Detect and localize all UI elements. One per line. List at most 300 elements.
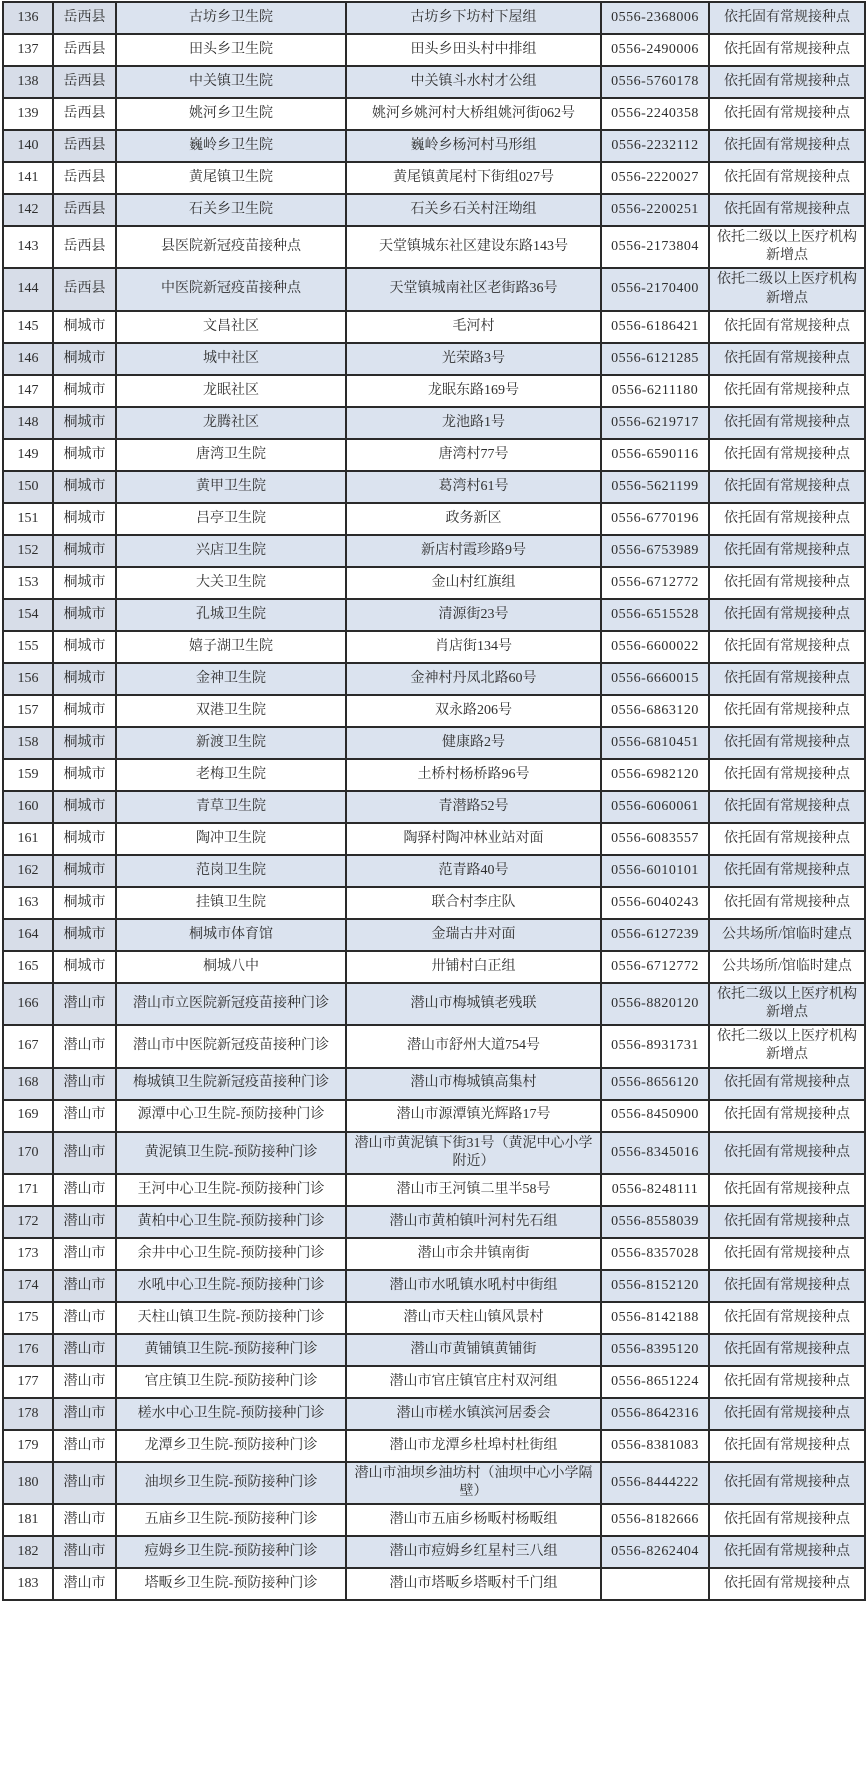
phone-cell: 0556-5621199 (601, 471, 709, 503)
phone-cell: 0556-6753989 (601, 535, 709, 567)
phone-cell: 0556-8345016 (601, 1132, 709, 1174)
row-number-cell: 151 (3, 503, 53, 535)
phone-cell: 0556-6982120 (601, 759, 709, 791)
county-cell: 潜山市 (53, 1025, 116, 1067)
row-number-cell: 172 (3, 1206, 53, 1238)
table-row (3, 1536, 865, 1568)
site-name-cell: 文昌社区 (116, 311, 346, 343)
site-name-cell: 古坊乡卫生院 (116, 2, 346, 34)
site-type-cell: 依托固有常规接种点 (709, 1068, 865, 1100)
row-number-cell: 154 (3, 599, 53, 631)
table-row (3, 1238, 865, 1270)
site-type-cell: 依托固有常规接种点 (709, 663, 865, 695)
address-cell: 卅铺村白正组 (346, 951, 601, 983)
site-type-cell: 依托固有常规接种点 (709, 1398, 865, 1430)
table-row (3, 375, 865, 407)
row-number-cell: 164 (3, 919, 53, 951)
site-name-cell: 姚河乡卫生院 (116, 98, 346, 130)
site-name-cell: 桐城市体育馆 (116, 919, 346, 951)
address-cell: 石关乡石关村汪坳组 (346, 194, 601, 226)
phone-cell: 0556-6770196 (601, 503, 709, 535)
row-number-cell: 147 (3, 375, 53, 407)
county-cell: 桐城市 (53, 951, 116, 983)
address-cell: 天堂镇城东社区建设东路143号 (346, 226, 601, 268)
address-cell: 潜山市黄铺镇黄铺街 (346, 1334, 601, 1366)
table-row (3, 1206, 865, 1238)
county-cell: 桐城市 (53, 791, 116, 823)
row-number-cell: 143 (3, 226, 53, 268)
site-name-cell: 塔畈乡卫生院-预防接种门诊 (116, 1568, 346, 1600)
phone-cell: 0556-8395120 (601, 1334, 709, 1366)
table-row (3, 98, 865, 130)
table-row (3, 1430, 865, 1462)
site-name-cell: 巍岭乡卫生院 (116, 130, 346, 162)
phone-cell: 0556-2170400 (601, 268, 709, 310)
county-cell: 岳西县 (53, 268, 116, 310)
site-name-cell: 田头乡卫生院 (116, 34, 346, 66)
site-type-cell: 依托固有常规接种点 (709, 66, 865, 98)
county-cell: 桐城市 (53, 919, 116, 951)
site-type-cell: 依托固有常规接种点 (709, 1174, 865, 1206)
site-name-cell: 新渡卫生院 (116, 727, 346, 759)
address-cell: 巍岭乡杨河村马形组 (346, 130, 601, 162)
row-number-cell: 163 (3, 887, 53, 919)
phone-cell: 0556-2200251 (601, 194, 709, 226)
row-number-cell: 148 (3, 407, 53, 439)
site-name-cell: 中医院新冠疫苗接种点 (116, 268, 346, 310)
address-cell: 潜山市水吼镇水吼村中街组 (346, 1270, 601, 1302)
site-name-cell: 石关乡卫生院 (116, 194, 346, 226)
site-type-cell: 依托固有常规接种点 (709, 759, 865, 791)
address-cell: 黄尾镇黄尾村下街组027号 (346, 162, 601, 194)
county-cell: 桐城市 (53, 759, 116, 791)
site-type-cell: 依托固有常规接种点 (709, 375, 865, 407)
row-number-cell: 136 (3, 2, 53, 34)
table-row (3, 194, 865, 226)
row-number-cell: 168 (3, 1068, 53, 1100)
phone-cell: 0556-6712772 (601, 567, 709, 599)
vaccination-sites-table (2, 1, 866, 1601)
address-cell: 土桥村杨桥路96号 (346, 759, 601, 791)
site-type-cell: 依托固有常规接种点 (709, 1302, 865, 1334)
phone-cell: 0556-6515528 (601, 599, 709, 631)
county-cell: 岳西县 (53, 66, 116, 98)
site-name-cell: 黄甲卫生院 (116, 471, 346, 503)
row-number-cell: 157 (3, 695, 53, 727)
address-cell: 潜山市五庙乡杨畈村杨畈组 (346, 1504, 601, 1536)
phone-cell: 0556-8182666 (601, 1504, 709, 1536)
site-name-cell: 余井中心卫生院-预防接种门诊 (116, 1238, 346, 1270)
site-type-cell: 依托固有常规接种点 (709, 1100, 865, 1132)
phone-cell: 0556-8642316 (601, 1398, 709, 1430)
site-name-cell: 青草卫生院 (116, 791, 346, 823)
site-type-cell: 依托固有常规接种点 (709, 34, 865, 66)
site-name-cell: 龙眠社区 (116, 375, 346, 407)
phone-cell: 0556-8152120 (601, 1270, 709, 1302)
table-row (3, 1025, 865, 1067)
phone-cell: 0556-6660015 (601, 663, 709, 695)
site-type-cell: 依托二级以上医疗机构新增点 (709, 268, 865, 310)
site-name-cell: 龙潭乡卫生院-预防接种门诊 (116, 1430, 346, 1462)
address-cell: 古坊乡下坊村下屋组 (346, 2, 601, 34)
row-number-cell: 180 (3, 1462, 53, 1504)
phone-cell: 0556-6083557 (601, 823, 709, 855)
site-type-cell: 依托固有常规接种点 (709, 98, 865, 130)
table-row (3, 130, 865, 162)
site-type-cell: 依托固有常规接种点 (709, 1462, 865, 1504)
phone-cell: 0556-6590116 (601, 439, 709, 471)
table-row (3, 791, 865, 823)
address-cell: 龙池路1号 (346, 407, 601, 439)
address-cell: 金瑞古井对面 (346, 919, 601, 951)
address-cell: 清源街23号 (346, 599, 601, 631)
address-cell: 潜山市官庄镇官庄村双河组 (346, 1366, 601, 1398)
county-cell: 潜山市 (53, 1430, 116, 1462)
site-name-cell: 唐湾卫生院 (116, 439, 346, 471)
table-row (3, 1504, 865, 1536)
site-type-cell: 依托固有常规接种点 (709, 1270, 865, 1302)
site-name-cell: 中关镇卫生院 (116, 66, 346, 98)
address-cell: 潜山市痘姆乡红星村三八组 (346, 1536, 601, 1568)
address-cell: 葛湾村61号 (346, 471, 601, 503)
phone-cell: 0556-6040243 (601, 887, 709, 919)
phone-cell: 0556-6121285 (601, 343, 709, 375)
county-cell: 潜山市 (53, 1238, 116, 1270)
table-row (3, 226, 865, 268)
site-name-cell: 桐城八中 (116, 951, 346, 983)
table-row (3, 407, 865, 439)
table-row (3, 919, 865, 951)
row-number-cell: 149 (3, 439, 53, 471)
address-cell: 联合村李庄队 (346, 887, 601, 919)
county-cell: 桐城市 (53, 375, 116, 407)
site-type-cell: 依托固有常规接种点 (709, 1206, 865, 1238)
address-cell: 潜山市槎水镇滨河居委会 (346, 1398, 601, 1430)
phone-cell: 0556-6600022 (601, 631, 709, 663)
table-row (3, 268, 865, 310)
table-row (3, 695, 865, 727)
address-cell: 潜山市王河镇二里半58号 (346, 1174, 601, 1206)
site-name-cell: 天柱山镇卫生院-预防接种门诊 (116, 1302, 346, 1334)
site-name-cell: 痘姆乡卫生院-预防接种门诊 (116, 1536, 346, 1568)
row-number-cell: 138 (3, 66, 53, 98)
site-name-cell: 黄柏中心卫生院-预防接种门诊 (116, 1206, 346, 1238)
table-row (3, 343, 865, 375)
row-number-cell: 171 (3, 1174, 53, 1206)
row-number-cell: 178 (3, 1398, 53, 1430)
table-row (3, 535, 865, 567)
county-cell: 潜山市 (53, 1398, 116, 1430)
county-cell: 桐城市 (53, 503, 116, 535)
site-type-cell: 依托固有常规接种点 (709, 823, 865, 855)
site-type-cell: 依托固有常规接种点 (709, 162, 865, 194)
row-number-cell: 146 (3, 343, 53, 375)
phone-cell: 0556-8381083 (601, 1430, 709, 1462)
row-number-cell: 153 (3, 567, 53, 599)
row-number-cell: 162 (3, 855, 53, 887)
row-number-cell: 165 (3, 951, 53, 983)
table-row (3, 1270, 865, 1302)
address-cell: 金神村丹凤北路60号 (346, 663, 601, 695)
row-number-cell: 173 (3, 1238, 53, 1270)
site-type-cell: 依托固有常规接种点 (709, 855, 865, 887)
phone-cell: 0556-6186421 (601, 311, 709, 343)
phone-cell: 0556-2240358 (601, 98, 709, 130)
phone-cell: 0556-2173804 (601, 226, 709, 268)
row-number-cell: 160 (3, 791, 53, 823)
row-number-cell: 155 (3, 631, 53, 663)
phone-cell: 0556-6219717 (601, 407, 709, 439)
site-name-cell: 黄泥镇卫生院-预防接种门诊 (116, 1132, 346, 1174)
county-cell: 桐城市 (53, 887, 116, 919)
site-type-cell: 依托二级以上医疗机构新增点 (709, 1025, 865, 1067)
row-number-cell: 158 (3, 727, 53, 759)
site-name-cell: 黄尾镇卫生院 (116, 162, 346, 194)
phone-cell: 0556-8820120 (601, 983, 709, 1025)
county-cell: 桐城市 (53, 407, 116, 439)
table-row (3, 2, 865, 34)
county-cell: 桐城市 (53, 727, 116, 759)
site-type-cell: 公共场所/馆临时建点 (709, 951, 865, 983)
address-cell: 健康路2号 (346, 727, 601, 759)
phone-cell: 0556-8262404 (601, 1536, 709, 1568)
site-type-cell: 公共场所/馆临时建点 (709, 919, 865, 951)
address-cell: 政务新区 (346, 503, 601, 535)
site-type-cell: 依托固有常规接种点 (709, 791, 865, 823)
table-row (3, 663, 865, 695)
county-cell: 桐城市 (53, 823, 116, 855)
row-number-cell: 177 (3, 1366, 53, 1398)
table-row (3, 567, 865, 599)
site-type-cell: 依托固有常规接种点 (709, 567, 865, 599)
table-row (3, 1132, 865, 1174)
address-cell: 潜山市源潭镇光辉路17号 (346, 1100, 601, 1132)
site-name-cell: 油坝乡卫生院-预防接种门诊 (116, 1462, 346, 1504)
phone-cell: 0556-2232112 (601, 130, 709, 162)
row-number-cell: 169 (3, 1100, 53, 1132)
county-cell: 桐城市 (53, 631, 116, 663)
site-type-cell: 依托固有常规接种点 (709, 1132, 865, 1174)
county-cell: 岳西县 (53, 226, 116, 268)
row-number-cell: 152 (3, 535, 53, 567)
phone-cell: 0556-8931731 (601, 1025, 709, 1067)
site-type-cell: 依托固有常规接种点 (709, 407, 865, 439)
county-cell: 桐城市 (53, 855, 116, 887)
site-name-cell: 梅城镇卫生院新冠疫苗接种门诊 (116, 1068, 346, 1100)
row-number-cell: 183 (3, 1568, 53, 1600)
row-number-cell: 159 (3, 759, 53, 791)
site-type-cell: 依托固有常规接种点 (709, 343, 865, 375)
county-cell: 潜山市 (53, 1270, 116, 1302)
county-cell: 潜山市 (53, 1334, 116, 1366)
phone-cell: 0556-8142188 (601, 1302, 709, 1334)
address-cell: 天堂镇城南社区老街路36号 (346, 268, 601, 310)
site-name-cell: 水吼中心卫生院-预防接种门诊 (116, 1270, 346, 1302)
site-name-cell: 官庄镇卫生院-预防接种门诊 (116, 1366, 346, 1398)
address-cell: 潜山市龙潭乡杜埠村杜街组 (346, 1430, 601, 1462)
table-row (3, 311, 865, 343)
phone-cell: 0556-2490006 (601, 34, 709, 66)
address-cell: 范青路40号 (346, 855, 601, 887)
county-cell: 岳西县 (53, 98, 116, 130)
table-row (3, 631, 865, 663)
phone-cell: 0556-6060061 (601, 791, 709, 823)
county-cell: 桐城市 (53, 343, 116, 375)
address-cell: 唐湾村77号 (346, 439, 601, 471)
site-type-cell: 依托固有常规接种点 (709, 695, 865, 727)
county-cell: 桐城市 (53, 663, 116, 695)
address-cell: 潜山市黄泥镇下街31号（黄泥中心小学附近） (346, 1132, 601, 1174)
address-cell: 新店村霞珍路9号 (346, 535, 601, 567)
county-cell: 桐城市 (53, 567, 116, 599)
row-number-cell: 150 (3, 471, 53, 503)
address-cell: 姚河乡姚河村大桥组姚河街062号 (346, 98, 601, 130)
site-type-cell: 依托固有常规接种点 (709, 1430, 865, 1462)
row-number-cell: 139 (3, 98, 53, 130)
site-name-cell: 潜山市立医院新冠疫苗接种门诊 (116, 983, 346, 1025)
table-row (3, 1068, 865, 1100)
site-type-cell: 依托二级以上医疗机构新增点 (709, 983, 865, 1025)
site-name-cell: 黄铺镇卫生院-预防接种门诊 (116, 1334, 346, 1366)
table-row (3, 1462, 865, 1504)
county-cell: 潜山市 (53, 983, 116, 1025)
table-row (3, 1366, 865, 1398)
table-row (3, 1174, 865, 1206)
site-name-cell: 潜山市中医院新冠疫苗接种门诊 (116, 1025, 346, 1067)
row-number-cell: 179 (3, 1430, 53, 1462)
table-row (3, 162, 865, 194)
table-row (3, 983, 865, 1025)
address-cell: 潜山市梅城镇老残联 (346, 983, 601, 1025)
row-number-cell: 166 (3, 983, 53, 1025)
address-cell: 青潜路52号 (346, 791, 601, 823)
site-type-cell: 依托固有常规接种点 (709, 535, 865, 567)
table-row (3, 1568, 865, 1600)
phone-cell: 0556-8444222 (601, 1462, 709, 1504)
site-type-cell: 依托固有常规接种点 (709, 599, 865, 631)
phone-cell: 0556-2220027 (601, 162, 709, 194)
county-cell: 岳西县 (53, 130, 116, 162)
address-cell: 毛河村 (346, 311, 601, 343)
county-cell: 潜山市 (53, 1302, 116, 1334)
site-type-cell: 依托固有常规接种点 (709, 194, 865, 226)
row-number-cell: 140 (3, 130, 53, 162)
address-cell: 潜山市油坝乡油坊村（油坝中心小学隔壁） (346, 1462, 601, 1504)
table-row (3, 1334, 865, 1366)
table-row (3, 1302, 865, 1334)
county-cell: 岳西县 (53, 34, 116, 66)
site-name-cell: 县医院新冠疫苗接种点 (116, 226, 346, 268)
site-type-cell: 依托固有常规接种点 (709, 631, 865, 663)
site-type-cell: 依托固有常规接种点 (709, 130, 865, 162)
county-cell: 潜山市 (53, 1174, 116, 1206)
address-cell: 肖店街134号 (346, 631, 601, 663)
county-cell: 潜山市 (53, 1568, 116, 1600)
phone-cell: 0556-8558039 (601, 1206, 709, 1238)
site-type-cell: 依托固有常规接种点 (709, 1366, 865, 1398)
table-row (3, 1100, 865, 1132)
site-name-cell: 老梅卫生院 (116, 759, 346, 791)
address-cell: 中关镇斗水村才公组 (346, 66, 601, 98)
county-cell: 桐城市 (53, 599, 116, 631)
site-type-cell: 依托固有常规接种点 (709, 1536, 865, 1568)
county-cell: 岳西县 (53, 162, 116, 194)
county-cell: 岳西县 (53, 194, 116, 226)
site-type-cell: 依托固有常规接种点 (709, 1568, 865, 1600)
row-number-cell: 144 (3, 268, 53, 310)
table-row (3, 503, 865, 535)
row-number-cell: 182 (3, 1536, 53, 1568)
site-name-cell: 兴店卫生院 (116, 535, 346, 567)
county-cell: 潜山市 (53, 1504, 116, 1536)
site-name-cell: 孔城卫生院 (116, 599, 346, 631)
site-name-cell: 挂镇卫生院 (116, 887, 346, 919)
phone-cell: 0556-6010101 (601, 855, 709, 887)
county-cell: 潜山市 (53, 1366, 116, 1398)
table-row (3, 887, 865, 919)
address-cell: 潜山市舒州大道754号 (346, 1025, 601, 1067)
county-cell: 桐城市 (53, 311, 116, 343)
site-name-cell: 五庙乡卫生院-预防接种门诊 (116, 1504, 346, 1536)
site-name-cell: 大关卫生院 (116, 567, 346, 599)
table-row (3, 951, 865, 983)
row-number-cell: 156 (3, 663, 53, 695)
phone-cell (601, 1568, 709, 1600)
address-cell: 金山村红旗组 (346, 567, 601, 599)
row-number-cell: 181 (3, 1504, 53, 1536)
row-number-cell: 167 (3, 1025, 53, 1067)
table-row (3, 855, 865, 887)
site-name-cell: 源潭中心卫生院-预防接种门诊 (116, 1100, 346, 1132)
phone-cell: 0556-8450900 (601, 1100, 709, 1132)
site-name-cell: 王河中心卫生院-预防接种门诊 (116, 1174, 346, 1206)
site-type-cell: 依托固有常规接种点 (709, 1238, 865, 1270)
site-type-cell: 依托固有常规接种点 (709, 311, 865, 343)
county-cell: 桐城市 (53, 439, 116, 471)
county-cell: 潜山市 (53, 1132, 116, 1174)
address-cell: 光荣路3号 (346, 343, 601, 375)
phone-cell: 0556-6863120 (601, 695, 709, 727)
vaccination-table-body (3, 2, 865, 1600)
phone-cell: 0556-2368006 (601, 2, 709, 34)
table-row (3, 471, 865, 503)
address-cell: 潜山市余井镇南街 (346, 1238, 601, 1270)
table-row (3, 1398, 865, 1430)
row-number-cell: 176 (3, 1334, 53, 1366)
site-type-cell: 依托固有常规接种点 (709, 1334, 865, 1366)
row-number-cell: 145 (3, 311, 53, 343)
site-type-cell: 依托固有常规接种点 (709, 439, 865, 471)
address-cell: 陶驿村陶冲林业站对面 (346, 823, 601, 855)
address-cell: 潜山市梅城镇高集村 (346, 1068, 601, 1100)
row-number-cell: 170 (3, 1132, 53, 1174)
county-cell: 潜山市 (53, 1068, 116, 1100)
address-cell: 田头乡田头村中排组 (346, 34, 601, 66)
phone-cell: 0556-8248111 (601, 1174, 709, 1206)
site-name-cell: 嬉子湖卫生院 (116, 631, 346, 663)
row-number-cell: 175 (3, 1302, 53, 1334)
site-name-cell: 城中社区 (116, 343, 346, 375)
table-row (3, 599, 865, 631)
address-cell: 潜山市天柱山镇风景村 (346, 1302, 601, 1334)
site-name-cell: 范岗卫生院 (116, 855, 346, 887)
table-row (3, 439, 865, 471)
county-cell: 桐城市 (53, 695, 116, 727)
site-name-cell: 吕亭卫生院 (116, 503, 346, 535)
row-number-cell: 174 (3, 1270, 53, 1302)
phone-cell: 0556-6127239 (601, 919, 709, 951)
site-name-cell: 金神卫生院 (116, 663, 346, 695)
